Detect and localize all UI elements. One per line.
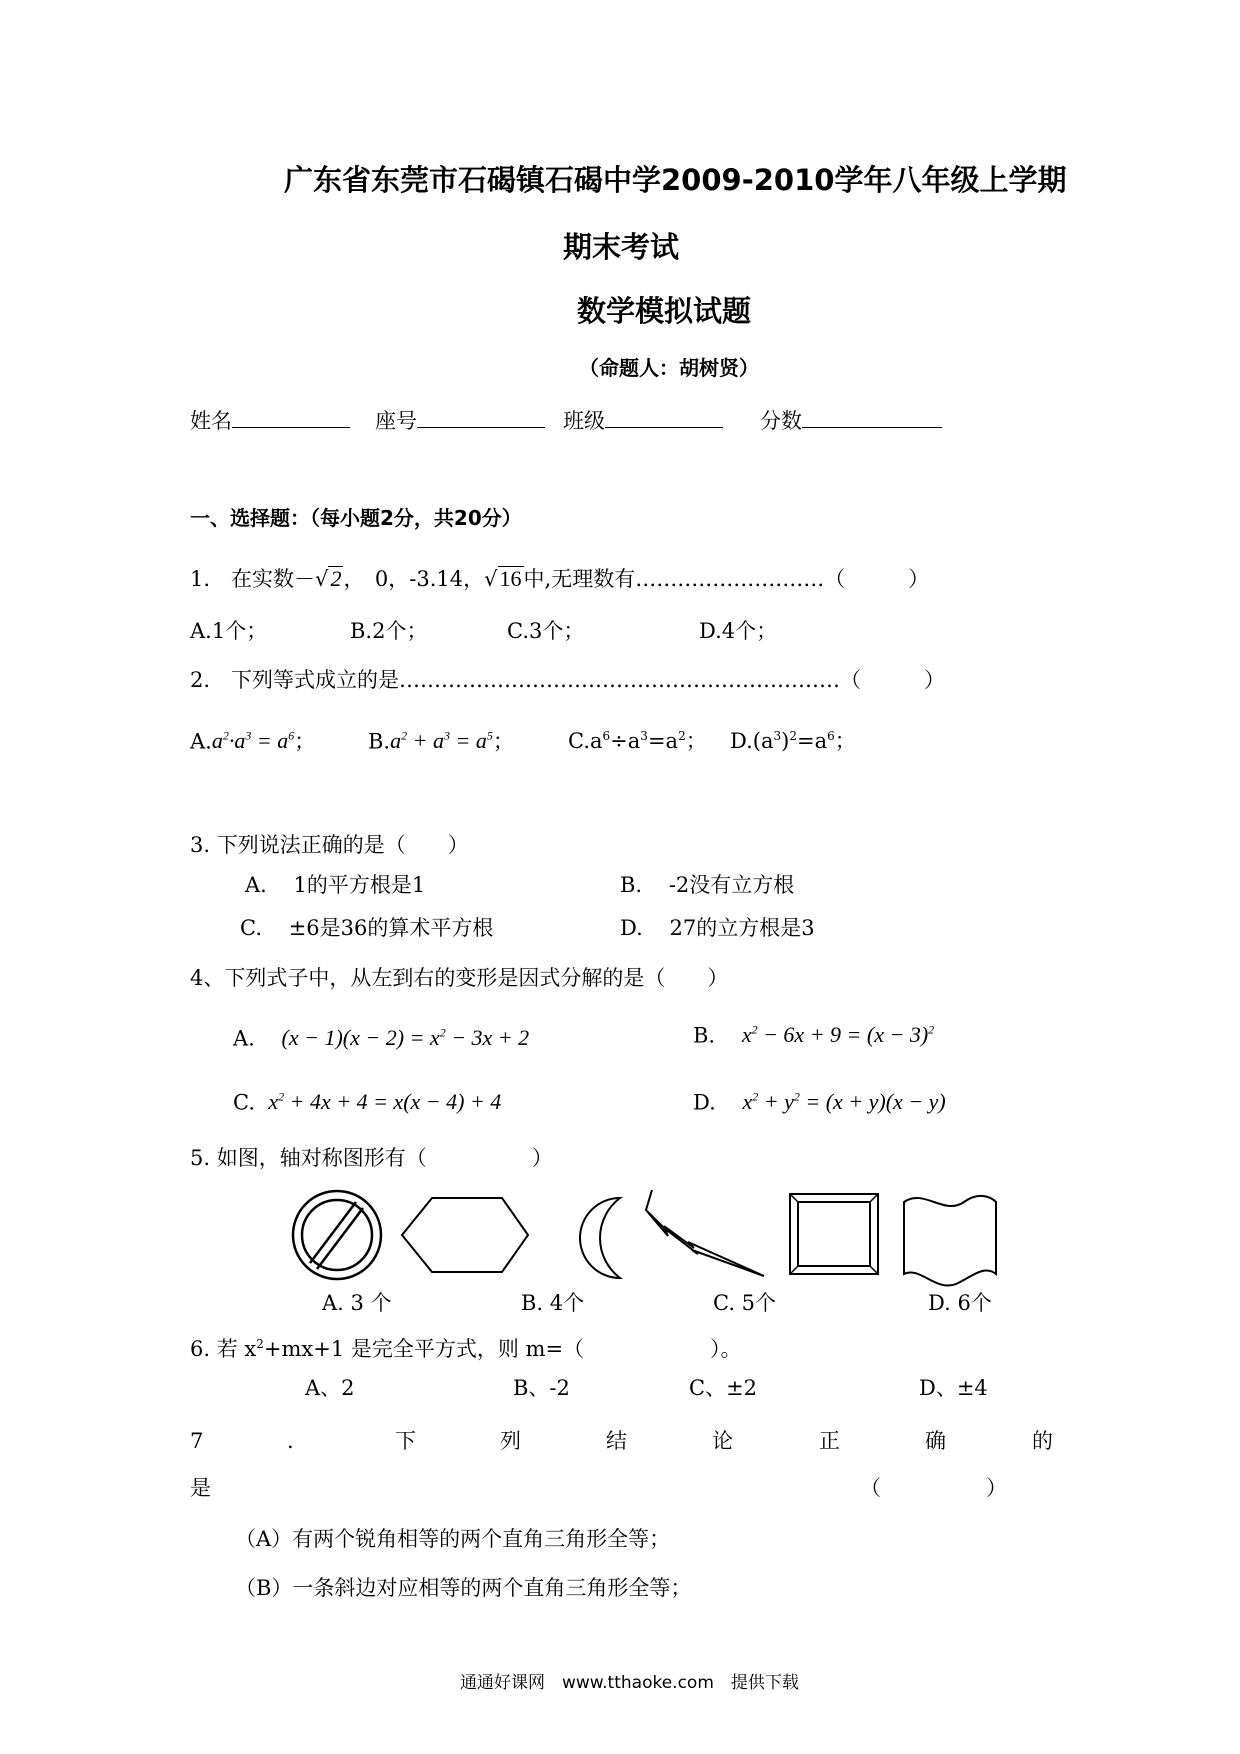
q5-option-b: B. 4个 xyxy=(521,1291,585,1315)
score-field xyxy=(760,409,942,432)
q5-option-a: A. 3 个 xyxy=(322,1291,392,1315)
q3-option-d xyxy=(620,918,815,939)
exam-title-line2: 期末考试 xyxy=(563,230,680,264)
name-field xyxy=(190,409,350,432)
hexagon-figure xyxy=(402,1198,528,1272)
q1-text-b: ， 0，-3.14， xyxy=(343,567,485,591)
question-4-stem: 4、下列式子中，从左到右的变形是因式分解的是（ ） xyxy=(190,966,729,990)
class-blank xyxy=(605,409,723,428)
exam-subtitle: 数学模拟试题 xyxy=(577,294,752,328)
q3-option-c xyxy=(240,918,493,939)
score-label: 分数 xyxy=(760,409,802,433)
q1-text-a: 1. 在实数－ xyxy=(190,567,316,591)
seat-blank xyxy=(417,409,545,428)
q7-option-a: （A）有两个锐角相等的两个直角三角形全等； xyxy=(235,1527,671,1551)
q7-char: 论 xyxy=(712,1429,733,1453)
page-footer: 通通好课网 www.tthaoke.com 提供下载 xyxy=(460,1673,799,1693)
author-line: （命题人：胡树贤） xyxy=(579,356,759,380)
score-blank xyxy=(802,409,942,428)
q1-radicand-b: 16 xyxy=(499,566,522,591)
frame-figure xyxy=(790,1194,878,1274)
q2-option-a: $A.a^2\cdot a^3 = a^6$； xyxy=(190,728,316,754)
q2-label-a: A. xyxy=(190,729,212,754)
q4-option-a: A. $(x - 1)(x - 2) = x^2 - 3x + 2$ xyxy=(233,1025,530,1051)
q1-option-d: D.4个； xyxy=(699,619,778,643)
q4-label-d: D. xyxy=(693,1090,716,1115)
question-6-stem: 6. 若 $x^2+mx+1$ 是完全平方式，则 m=（ ）。 xyxy=(190,1337,742,1361)
q6-option-d: D、±4 xyxy=(919,1376,988,1400)
question-2-stem: 2. 下列等式成立的是………………………………………………………（ ） xyxy=(190,668,946,692)
q3-text-d: 27的立方根是3 xyxy=(669,916,815,940)
circle-slash-figure xyxy=(293,1191,381,1279)
seat-label: 座号 xyxy=(375,409,417,433)
q5-figures xyxy=(280,1180,1020,1290)
q7-char: 7 xyxy=(190,1429,204,1453)
q3-label-c: C. xyxy=(240,916,262,940)
question-3-stem: 3. 下列说法正确的是（ ） xyxy=(190,833,469,857)
q7-char: 列 xyxy=(500,1429,521,1453)
q4-label-b: B. xyxy=(693,1023,716,1048)
name-label: 姓名 xyxy=(190,409,232,433)
q2-option-d: $D.(a^3)^2=a^6$； xyxy=(730,729,856,753)
name-blank xyxy=(232,409,350,428)
q7-char: 的 xyxy=(1032,1429,1053,1453)
q7-char: . xyxy=(287,1429,294,1453)
sqrt-symbol: √16 xyxy=(484,566,522,591)
q2-label-d: D. xyxy=(730,729,753,753)
q5-option-d: D. 6个 xyxy=(928,1291,992,1315)
q1-option-b: B.2个； xyxy=(350,619,428,643)
q2-label-b: B. xyxy=(368,729,391,754)
q3-label-d: D. xyxy=(620,916,643,940)
q1-option-c: C.3个； xyxy=(507,619,585,643)
q3-option-a xyxy=(245,875,425,896)
q7-answer-paren: （ ） xyxy=(860,1476,1007,1500)
q7-char: 结 xyxy=(606,1429,627,1453)
q1-option-a: A.1个； xyxy=(190,619,268,643)
q3-text-a: 1的平方根是1 xyxy=(293,873,426,897)
q4-label-c: C. xyxy=(233,1090,255,1115)
q2-option-b: $B.a^2 + a^3 = a^5$； xyxy=(368,728,514,754)
sqrt-symbol: √2 xyxy=(315,566,342,591)
q7-char: 确 xyxy=(925,1429,946,1453)
q6-option-a: A、2 xyxy=(305,1376,355,1400)
lightning-figure xyxy=(646,1190,764,1276)
q7-char: 下 xyxy=(395,1429,416,1453)
crescent-figure xyxy=(580,1198,620,1278)
q6-option-b: B、-2 xyxy=(513,1376,570,1400)
q3-text-b: -2没有立方根 xyxy=(668,873,795,897)
q6-text-b: +mx+1 是完全平方式，则 m=（ ）。 xyxy=(263,1337,742,1361)
q2-option-c: $C.a^6\div a^3=a^2$； xyxy=(568,729,707,753)
section-heading: 一、选择题：（每小题2分，共20分） xyxy=(190,506,522,530)
class-label: 班级 xyxy=(563,409,605,433)
q4-option-c: C. $x^2 + 4x + 4 = x(x - 4) + 4$ xyxy=(233,1089,502,1115)
q3-label-b: B. xyxy=(620,873,643,897)
wave-flag-figure xyxy=(904,1196,996,1286)
question-5-stem: 5. 如图，轴对称图形有（ ） xyxy=(190,1146,553,1170)
q1-text-c: 中,无理数有………………………（ ） xyxy=(523,567,930,591)
q4-option-b: B. $x^2 - 6x + 9 = (x - 3)^2$ xyxy=(693,1022,935,1048)
q7-option-b: （B）一条斜边对应相等的两个直角三角形全等； xyxy=(235,1576,692,1600)
q3-option-b xyxy=(620,875,794,896)
q6-text-a: 6. 若 x xyxy=(190,1337,257,1361)
q4-label-a: A. xyxy=(233,1026,255,1051)
q3-text-c: ±6是36的算术平方根 xyxy=(288,916,494,940)
q2-label-c: C. xyxy=(568,729,590,753)
q3-label-a: A. xyxy=(245,873,267,897)
q4-option-d: D. $x^2 + y^2 = (x + y)(x - y)$ xyxy=(693,1089,946,1115)
question-1-stem xyxy=(190,566,929,590)
q7-char: 正 xyxy=(819,1429,840,1453)
q6-option-c: C、±2 xyxy=(689,1376,758,1400)
class-field xyxy=(563,409,723,432)
seat-field xyxy=(375,409,545,432)
q5-option-c: C. 5个 xyxy=(713,1291,777,1315)
q7-line2: 是 xyxy=(190,1476,211,1500)
q1-radicand-a: 2 xyxy=(330,566,342,591)
exam-title: 广东省东莞市石碣镇石碣中学2009-2010学年八年级上学期 xyxy=(284,163,1067,197)
